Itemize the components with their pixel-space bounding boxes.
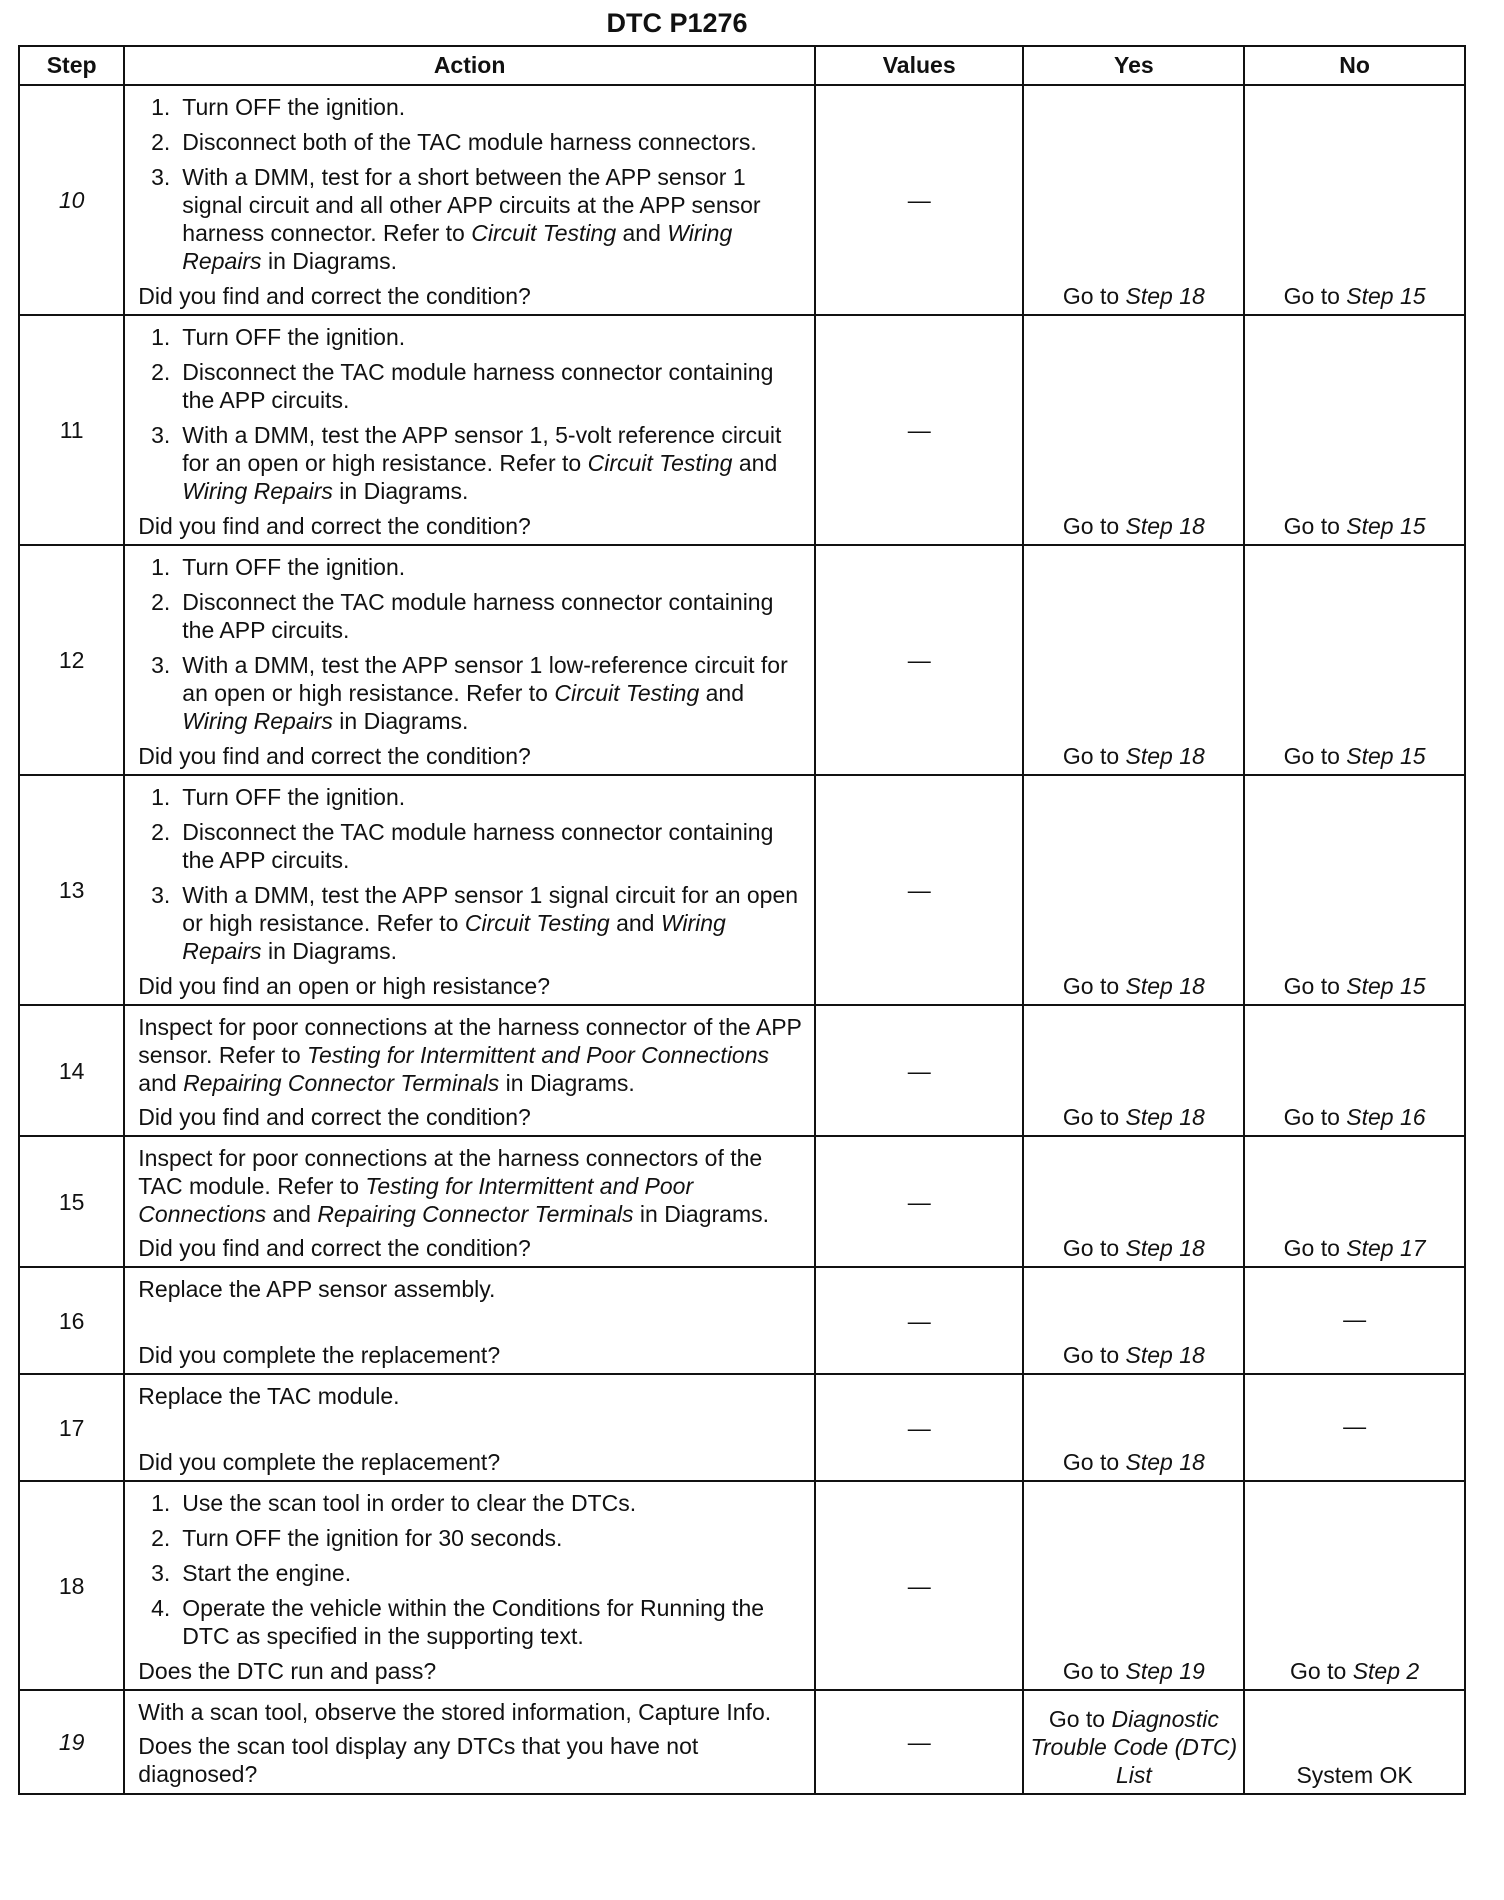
table-row xyxy=(19,545,1465,775)
value-cell: — xyxy=(815,1690,1024,1794)
value-cell: — xyxy=(815,1136,1024,1267)
action-cell xyxy=(124,1136,815,1267)
value-cell: — xyxy=(815,1267,1024,1374)
yes-cell: Go to Step 18 xyxy=(1023,315,1244,545)
action-question: Did you find and correct the condition? xyxy=(138,1104,531,1130)
yes-cell: Go to Step 18 xyxy=(1023,545,1244,775)
no-cell: Go to Step 15 xyxy=(1244,85,1465,315)
action-question: Did you find and correct the condition? xyxy=(138,743,531,769)
table-row xyxy=(19,1690,1465,1794)
action-list-item xyxy=(138,1524,806,1552)
action-list-item xyxy=(138,553,806,581)
action-question: Did you find and correct the condition? xyxy=(138,513,531,539)
no-cell: Go to Step 15 xyxy=(1244,315,1465,545)
table-row xyxy=(19,85,1465,315)
action-question: Did you find and correct the condition? xyxy=(138,283,531,309)
header-values: Values xyxy=(815,46,1024,85)
yes-cell: Go to Step 18 xyxy=(1023,85,1244,315)
action-cell xyxy=(124,1690,815,1794)
item-text: Use the scan tool in order to clear the DTCs. xyxy=(182,1490,637,1516)
item-text: With a DMM, test for a short between the APP sensor 1 signal circuit and all other APP circuits at the APP sensor harness connector. Refer to Circuit Testing and Wiring Repairs in Diagrams. xyxy=(182,164,761,274)
action-cell xyxy=(124,1374,815,1481)
action-list-item xyxy=(138,1594,806,1650)
item-text: With a DMM, test the APP sensor 1 signal circuit for an open or high resistance. Refer to Circuit Testing and Wiring Repairs in Diagrams. xyxy=(182,882,799,964)
action-list-item xyxy=(138,783,806,811)
no-cell: System OK xyxy=(1244,1690,1465,1794)
item-number: 2. xyxy=(151,589,171,615)
item-number: 3. xyxy=(151,882,171,908)
item-text: Disconnect the TAC module harness connector containing the APP circuits. xyxy=(182,359,774,413)
item-number: 1. xyxy=(151,1490,171,1516)
spacer xyxy=(138,1309,806,1339)
action-question: Did you find an open or high resistance? xyxy=(138,973,551,999)
action-list xyxy=(138,93,806,275)
yes-cell: Go to Diagnostic Trouble Code (DTC) List xyxy=(1023,1690,1244,1794)
no-cell: Go to Step 16 xyxy=(1244,1005,1465,1136)
step-number: 14 xyxy=(19,1005,124,1136)
item-number: 2. xyxy=(151,1525,171,1551)
yes-cell: Go to Step 18 xyxy=(1023,1374,1244,1481)
item-text: Turn OFF the ignition. xyxy=(182,554,406,580)
item-number: 1. xyxy=(151,784,171,810)
action-paragraph: Replace the APP sensor assembly. xyxy=(138,1276,496,1302)
item-number: 3. xyxy=(151,164,171,190)
table-row xyxy=(19,1374,1465,1481)
action-list-item xyxy=(138,1489,806,1517)
item-number: 4. xyxy=(151,1595,171,1621)
action-question: Did you complete the replacement? xyxy=(138,1342,501,1368)
value-cell: — xyxy=(815,1374,1024,1481)
action-list-item xyxy=(138,93,806,121)
step-number: 12 xyxy=(19,545,124,775)
item-number: 1. xyxy=(151,324,171,350)
action-list xyxy=(138,553,806,735)
item-text: Disconnect the TAC module harness connector containing the APP circuits. xyxy=(182,589,774,643)
action-list-item xyxy=(138,323,806,351)
yes-cell: Go to Step 19 xyxy=(1023,1481,1244,1690)
step-number: 11 xyxy=(19,315,124,545)
no-cell: Go to Step 2 xyxy=(1244,1481,1465,1690)
item-number: 3. xyxy=(151,1560,171,1586)
table-row xyxy=(19,1267,1465,1374)
action-paragraph: With a scan tool, observe the stored information, Capture Info. xyxy=(138,1699,772,1725)
action-paragraph: Inspect for poor connections at the harness connector of the APP sensor. Refer to Testing for Intermittent and Poor Connections and Repairing Connector Terminals in Diagrams. xyxy=(138,1014,802,1096)
item-text: Turn OFF the ignition. xyxy=(182,784,406,810)
diagnostic-table xyxy=(18,45,1466,1795)
item-text: Start the engine. xyxy=(182,1560,352,1586)
header-no: No xyxy=(1244,46,1465,85)
header-step: Step xyxy=(19,46,124,85)
header-action: Action xyxy=(124,46,815,85)
item-text: Turn OFF the ignition for 30 seconds. xyxy=(182,1525,563,1551)
item-text: Operate the vehicle within the Conditions for Running the DTC as specified in the supporting text. xyxy=(182,1595,765,1649)
item-text: Disconnect the TAC module harness connector containing the APP circuits. xyxy=(182,819,774,873)
action-paragraph: Replace the TAC module. xyxy=(138,1383,400,1409)
action-list-item xyxy=(138,818,806,874)
header-yes: Yes xyxy=(1023,46,1244,85)
action-list-item xyxy=(138,651,806,735)
value-cell: — xyxy=(815,85,1024,315)
table-row xyxy=(19,1481,1465,1690)
action-list-item xyxy=(138,358,806,414)
action-list-item xyxy=(138,421,806,505)
item-text: Turn OFF the ignition. xyxy=(182,324,406,350)
value-cell: — xyxy=(815,1481,1024,1690)
item-text: Disconnect both of the TAC module harness connectors. xyxy=(182,129,757,155)
action-question: Did you find and correct the condition? xyxy=(138,1235,531,1261)
yes-cell: Go to Step 18 xyxy=(1023,1136,1244,1267)
value-cell: — xyxy=(815,545,1024,775)
step-number: 18 xyxy=(19,1481,124,1690)
step-number: 17 xyxy=(19,1374,124,1481)
action-list-item xyxy=(138,1559,806,1587)
action-list-item xyxy=(138,881,806,965)
value-cell: — xyxy=(815,315,1024,545)
item-text: With a DMM, test the APP sensor 1, 5-volt reference circuit for an open or high resistance. Refer to Circuit Testing and Wiring Repairs in Diagrams. xyxy=(182,422,782,504)
step-number: 16 xyxy=(19,1267,124,1374)
step-number: 15 xyxy=(19,1136,124,1267)
no-cell: Go to Step 15 xyxy=(1244,775,1465,1005)
action-list-item xyxy=(138,588,806,644)
yes-cell: Go to Step 18 xyxy=(1023,775,1244,1005)
action-cell xyxy=(124,1267,815,1374)
action-cell xyxy=(124,1481,815,1690)
step-number: 19 xyxy=(19,1690,124,1794)
page-title: DTC P1276 xyxy=(606,8,748,38)
no-cell: — xyxy=(1244,1374,1465,1481)
value-cell: — xyxy=(815,1005,1024,1136)
no-cell: Go to Step 15 xyxy=(1244,545,1465,775)
action-list-item xyxy=(138,128,806,156)
item-number: 3. xyxy=(151,422,171,448)
action-list xyxy=(138,783,806,965)
action-cell xyxy=(124,315,815,545)
table-row xyxy=(19,1136,1465,1267)
action-list xyxy=(138,323,806,505)
item-text: With a DMM, test the APP sensor 1 low-reference circuit for an open or high resistance. Refer to Circuit Testing and Wiring Repairs in Diagrams. xyxy=(182,652,788,734)
spacer xyxy=(138,1416,806,1446)
item-number: 2. xyxy=(151,129,171,155)
table-row xyxy=(19,1005,1465,1136)
item-number: 1. xyxy=(151,94,171,120)
value-cell: — xyxy=(815,775,1024,1005)
yes-cell: Go to Step 18 xyxy=(1023,1267,1244,1374)
step-number: 10 xyxy=(19,85,124,315)
item-number: 1. xyxy=(151,554,171,580)
action-question: Does the DTC run and pass? xyxy=(138,1658,437,1684)
action-list xyxy=(138,1489,806,1650)
item-number: 3. xyxy=(151,652,171,678)
table-row xyxy=(19,775,1465,1005)
item-number: 2. xyxy=(151,819,171,845)
action-paragraph: Inspect for poor connections at the harness connectors of the TAC module. Refer to Testing for Intermittent and Poor Connections and Repairing Connector Terminals in Diagrams. xyxy=(138,1145,769,1227)
header-row xyxy=(19,46,1465,85)
no-cell: Go to Step 17 xyxy=(1244,1136,1465,1267)
action-question: Does the scan tool display any DTCs that you have not diagnosed? xyxy=(138,1733,699,1787)
step-number: 13 xyxy=(19,775,124,1005)
action-cell xyxy=(124,545,815,775)
action-cell xyxy=(124,775,815,1005)
action-cell xyxy=(124,85,815,315)
action-question: Did you complete the replacement? xyxy=(138,1449,501,1475)
table-row xyxy=(19,315,1465,545)
item-number: 2. xyxy=(151,359,171,385)
no-cell: — xyxy=(1244,1267,1465,1374)
action-cell xyxy=(124,1005,815,1136)
action-list-item xyxy=(138,163,806,275)
item-text: Turn OFF the ignition. xyxy=(182,94,406,120)
yes-cell: Go to Step 18 xyxy=(1023,1005,1244,1136)
